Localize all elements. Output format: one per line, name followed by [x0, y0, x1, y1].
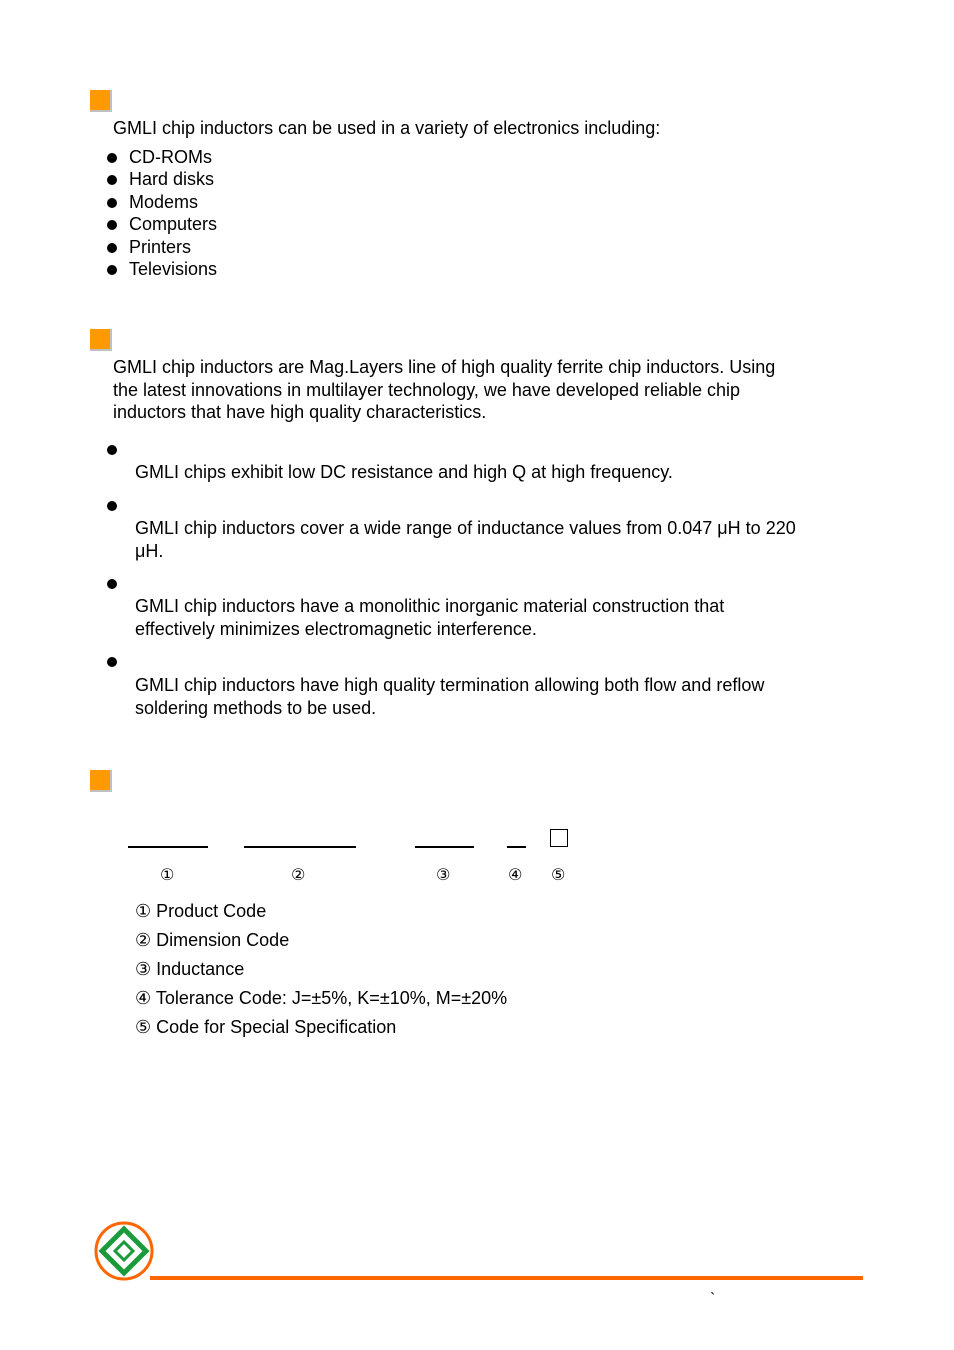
part-code-blank-2 — [244, 846, 356, 848]
legend-item: ⑤ Code for Special Specification — [135, 1017, 397, 1037]
section-marker-part-numbering — [90, 770, 112, 792]
footer-mark: ` — [710, 1291, 716, 1308]
list-item: CD-ROMs — [106, 146, 217, 168]
section-marker-features — [90, 329, 112, 351]
legend-item: ③ Inductance — [135, 959, 245, 979]
part-code-blank-1 — [128, 846, 208, 848]
part-number-legend — [135, 897, 507, 1042]
part-code-blank-3 — [415, 846, 474, 848]
legend-item: ① Product Code — [135, 901, 267, 921]
part-marker-3: ③ — [436, 867, 451, 884]
bullet-icon — [107, 265, 117, 275]
list-item: Computers — [106, 213, 217, 235]
bullet-icon — [107, 153, 117, 163]
bullet-icon — [107, 175, 117, 185]
company-logo-icon — [94, 1221, 154, 1281]
applications-intro: GMLI chip inductors can be used in a variety of electronics including: — [113, 118, 661, 138]
list-item: Televisions — [106, 258, 217, 280]
legend-item: ④ Tolerance Code: J=±5%, K=±10%, M=±20% — [135, 988, 508, 1008]
bullet-icon — [107, 657, 117, 667]
part-code-blank-4 — [507, 846, 526, 848]
bullet-icon — [107, 445, 117, 455]
bullet-icon — [107, 198, 117, 208]
part-marker-1: ① — [160, 867, 175, 884]
bullet-icon — [107, 220, 117, 230]
list-item: Hard disks — [106, 168, 217, 190]
section-marker-applications — [90, 90, 112, 112]
footer-divider — [150, 1276, 863, 1280]
features-intro: GMLI chip inductors are Mag.Layers line of high quality ferrite chip inductors. Using the latest innovations in multilayer technology, we have developed reliable chip inductors that have high quality characteristics. — [113, 357, 776, 422]
applications-list — [106, 146, 217, 280]
part-marker-4: ④ — [508, 867, 523, 884]
bullet-icon — [107, 243, 117, 253]
part-code-box-5 — [550, 829, 568, 847]
part-marker-2: ② — [291, 867, 306, 884]
list-item: Modems — [106, 191, 217, 213]
bullet-icon — [107, 579, 117, 589]
part-marker-5: ⑤ — [551, 867, 566, 884]
legend-item: ② Dimension Code — [135, 930, 290, 950]
list-item: Printers — [106, 236, 217, 258]
bullet-icon — [107, 501, 117, 511]
